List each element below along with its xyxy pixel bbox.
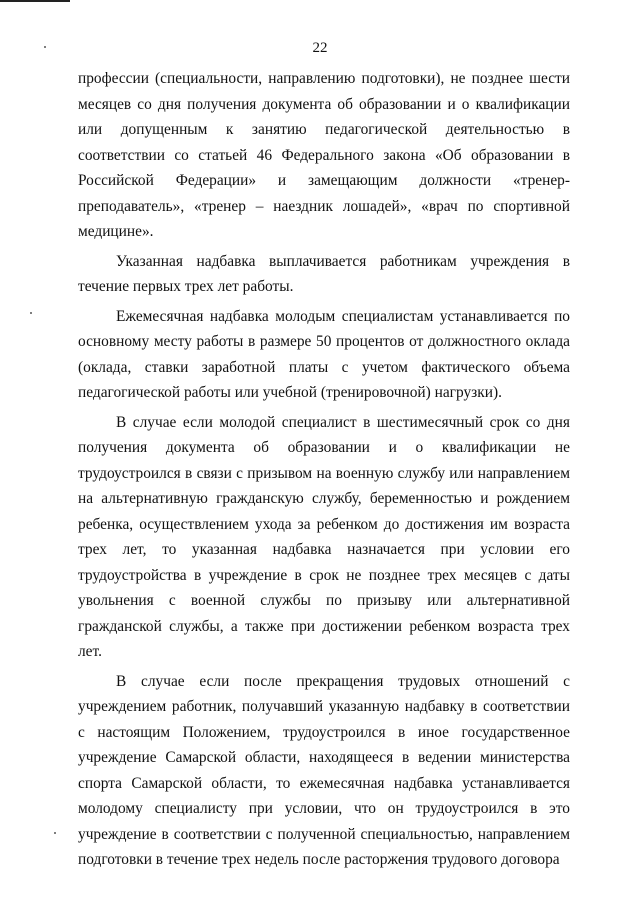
scan-speck (30, 312, 32, 314)
scan-edge-line (0, 0, 70, 2)
document-body (78, 66, 570, 873)
paragraph: В случае если молодой специалист в шестимесячный срок со дня получения документа об образовании и о квалификации не трудоустроился в связи с призывом на военную службу или направлением на альтернативную гражданскую службу, беременностью и рождением ребенка, осуществлением ухода за ребенком до достижения им возраста трех лет, то указанная надбавка назначается при условии его трудоустройства в учреждение в срок не позднее трех месяцев с даты увольнения с военной службы по призыву или альтернативной гражданской службы, а также при достижении ребенком возраста трех лет. (78, 413, 570, 660)
page-number: 22 (312, 40, 328, 56)
paragraph: В случае если после прекращения трудовых отношений с учреждением работник, получавший указанную надбавку в соответствии с настоящим Положением, трудоустроился в иное государственное учреждение Самарской области, находящееся в ведении министерства спорта Самарской области, то ежемесячная надбавка устанавливается молодому специалисту при условии, что он трудоустроился в это учреждение в соответствии с полученной специальностью, направлением подготовки в течение трех недель после расторжения трудового договора (78, 672, 570, 868)
paragraph: профессии (специальности, направлению подготовки), не позднее шести месяцев со дня получения документа об образовании и о квалификации или допущенным к занятию педагогической деятельностью в соответствии со статьей 46 Федерального закона «Об образовании в Российской Федерации» и замещающим должности «тренер-преподаватель», «тренер – наездник лошадей», «врач по спортивной медицине». (78, 70, 570, 240)
scan-speck (54, 832, 56, 834)
paragraph: Ежемесячная надбавка молодым специалистам устанавливается по основному месту работы в размере 50 процентов от должностного оклада (оклада, ставки заработной платы с учетом фактического объема педагогической работы или учебной (тренировочной) нагрузки). (78, 307, 570, 401)
paragraph: Указанная надбавка выплачивается работникам учреждения в течение первых трех лет работы. (78, 252, 570, 295)
